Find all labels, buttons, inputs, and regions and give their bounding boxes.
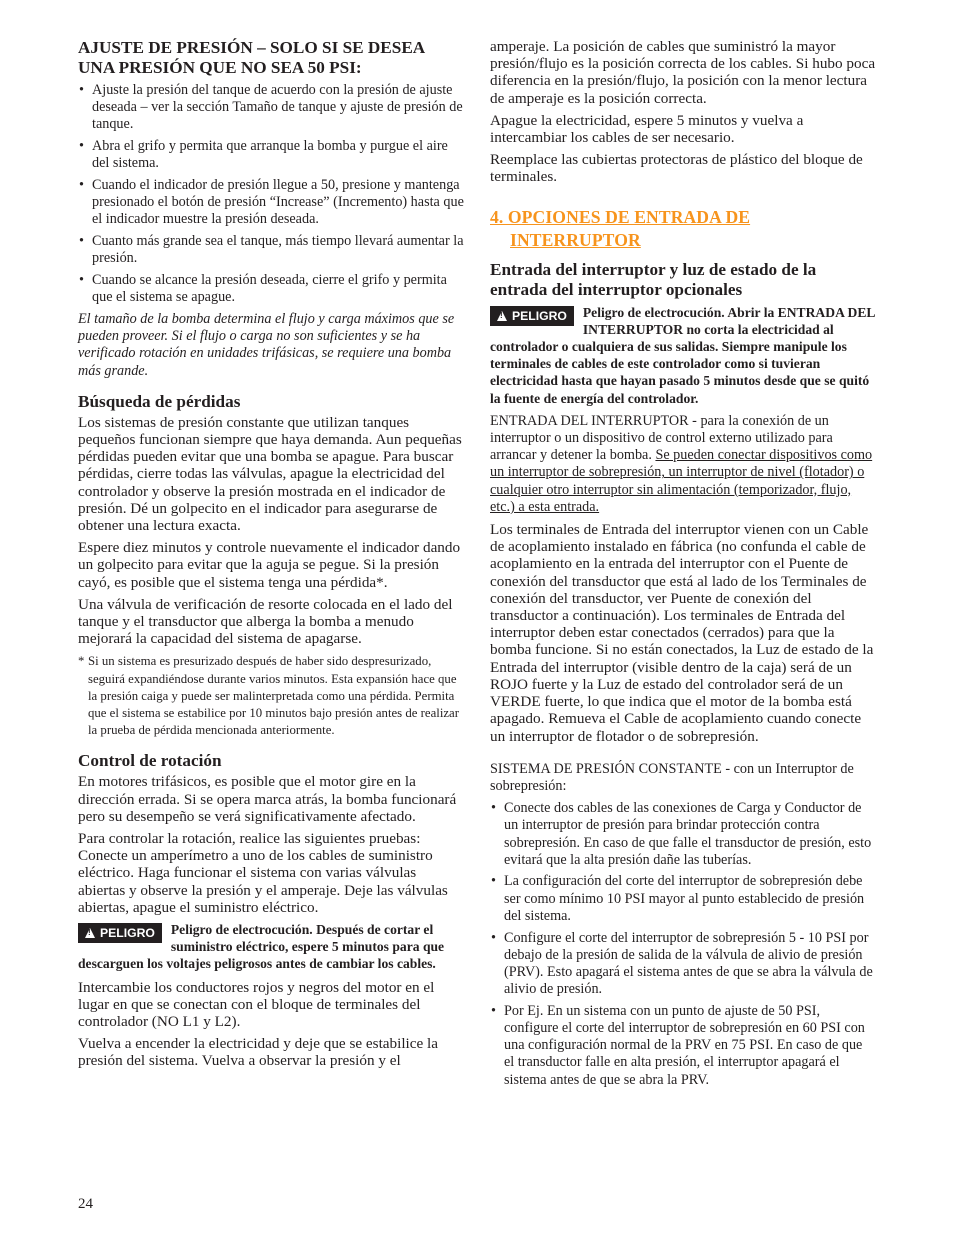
paragraph: Para controlar la rotación, realice las siguientes pruebas: Conecte un amperímetro a uno de los cables de suministro eléctrico. Haga funcionar el sistema con varias válvulas abiertas y observe la presión y el amperaje. Deje las válvulas abiertas, apague el suministro eléctrico.: [78, 830, 448, 916]
paragraph: Los sistemas de presión constante que utilizan tanques pequeños funcionan siempre que haya demanda. Aun pequeñas pérdidas pueden evitar que una bomba se apague. Para buscar pérdidas, cierre todas las válvulas, apague la electricidad del controlador y observe la presión mostrada en el indicador de presión. Dé un golpecito en el indicador para asegurarse de obtener una lectura exacta.: [78, 413, 462, 534]
list-item: • Conecte dos cables de las conexiones de Carga y Conductor de un interruptor de presión para brindar protección contra sobrepresión. En caso de que falle el transductor de presión, esto evitará que la alta presión dañe las tuberías.: [491, 800, 872, 868]
heading-pressure-adjust: AJUSTE DE PRESIÓN – SOLO SI SE DESEA UNA PRESIÓN QUE NO SEA 50 PSI:: [78, 38, 425, 77]
paragraph: Apague la electricidad, espere 5 minutos y vuelva a intercambiar los cables de ser necesario.: [490, 111, 804, 147]
constant-pressure-label: SISTEMA DE PRESIÓN CONSTANTE: [490, 760, 722, 777]
danger-text: Peligro de electrocución. Después de cortar el suministro eléctrico, espere 5 minutos para que descarguen los voltajes peligrosos antes de cambiar los cables.: [78, 922, 445, 972]
list-item: • Cuando se alcance la presión deseada, cierre el grifo y permita que el sistema se apague.: [79, 272, 447, 306]
list-item: • Cuanto más grande sea el tanque, más tiempo llevará aumentar la presión.: [79, 233, 464, 267]
danger-warning: [78, 921, 464, 973]
paragraph: Una válvula de verificación de resorte colocada en el lado del tanque y el transductor que alberga la bomba a menudo mejorará la capacidad del sistema de apagarse.: [78, 595, 453, 648]
paragraph: amperaje. La posición de cables que suministró la mayor presión/flujo es la posición correcta de los cables. Si hubo poca diferencia en la presión/flujo, la posición con la menor lectura de amperaje es la posición correcta.: [490, 38, 876, 107]
list-item: • La configuración del corte del interruptor de sobrepresión debe ser como mínimo 10 PSI mayor al punto establecido de presión del sistema.: [491, 873, 865, 924]
pressure-steps-list: [78, 82, 464, 306]
list-item: • Por Ej. En un sistema con un punto de ajuste de 50 PSI, configure el corte del interruptor de sobrepresión en 60 PSI con una configuración normal de la PRV en 75 PSI. En caso de que el transductor falle en alta presión, el interruptor apagará el sistema antes de que se abra la PRV.: [491, 1002, 865, 1088]
list-item: • Ajuste la presión del tanque de acuerdo con la presión de ajuste deseada – ver la sección Tamaño de tanque y ajuste de presión de tanque.: [79, 82, 463, 133]
section-heading-switch-input: 4. OPCIONES DE ENTRADA DE INTERRUPTOR: [490, 206, 751, 250]
paragraph: ENTRADA DEL INTERRUPTOR - para la conexión de un interruptor o un dispositivo de control externo utilizado para arrancar y detener la bomba. Se pueden conectar dispositivos como un interruptor de sobrepresión, un interruptor de nivel (flotador) o cualquier otro interruptor sin alimentación (temporizador, flujo, etc.) a esta entrada.: [490, 412, 873, 515]
paragraph: Intercambie los conductores rojos y negros del motor en el lugar en que se conectan con el bloque de terminales del controlador (NO L1 y L2).: [78, 978, 435, 1031]
footnote-marker: *: [78, 654, 85, 669]
paragraph: En motores trifásicos, es posible que el motor gire en la dirección errada. Si se opera marca atrás, la bomba funcionará pero su desempeño se verá significativamente afectado.: [78, 773, 457, 825]
switch-devices-text: Se pueden conectar dispositivos como un interruptor de sobrepresión, un interruptor de nivel (flotador) o cualquier otro interruptor sin alimentación (temporizador, flujo, etc.) a esta entrada.: [490, 447, 873, 515]
paragraph: Reemplace las cubiertas protectoras de plástico del bloque de terminales.: [490, 151, 863, 186]
warning-triangle-icon: [85, 928, 95, 938]
danger-warning: [490, 304, 876, 407]
warning-triangle-icon: [497, 311, 507, 321]
left-column: [78, 38, 464, 1075]
page-number: 24: [78, 1196, 93, 1212]
list-item: • Cuando el indicador de presión llegue a 50, presione y mantenga presionado el botón de presión “Increase” (Incremento) hasta que el indicador muestre la presión deseada.: [79, 177, 464, 228]
paragraph: Vuelva a encender la electricidad y deje que se estabilice la presión del sistema. Vuelva a observar la presión y el: [78, 1035, 439, 1070]
heading-rotation-check: Control de rotación: [78, 751, 222, 771]
heading-leak-search: Búsqueda de pérdidas: [78, 391, 241, 411]
switch-input-label: ENTRADA DEL INTERRUPTOR: [490, 412, 689, 429]
paragraph: Espere diez minutos y controle nuevamente el indicador dando un golpecito para evitar que la aguja se pegue. Si la presión cayó, es posible que el sistema tenga una pérdida*.: [78, 539, 461, 591]
paragraph: Los terminales de Entrada del interruptor vienen con un Cable de acoplamiento instalado en fábrica (no confunda el cable de acoplamiento en la entrada del interruptor con el Puente de conexión del transductor que está al lado de los Terminales de conexión del transductor, ver Puente de conexión del transductor a continuación). Los terminales de Entrada del interruptor deben estar conectados (cerrados) para que la bomba funcione. Si no están conectados, la Luz de estado de la Entrada del interruptor (visible dentro de la caja) será de un ROJO fuerte y la Luz de estado del controlador será de un VERDE fuerte, lo que indica que el motor de la bomba está apagado. Remueva el Cable de acoplamiento cuando conecte un interruptor de flotador o de sobrepresión.: [490, 521, 874, 745]
paragraph: SISTEMA DE PRESIÓN CONSTANTE - con un Interruptor de sobrepresión:: [490, 760, 854, 794]
danger-badge: !PELIGRO: [490, 306, 574, 326]
danger-text: Peligro de electrocución. Abrir la ENTRADA DEL INTERRUPTOR no corta la electricidad al controlador o cualquiera de sus salidas. Siempre manipule los terminales de cables de este controlador como si tuvieran electricidad hasta que hayan pasado 5 minutos desde que se quitó la fuente de energía del controlador.: [490, 304, 875, 406]
list-item: • Configure el corte del interruptor de sobrepresión 5 - 10 PSI por debajo de la presión de salida de la válvula de alivio de presión (PRV). Esto apagará el sistema antes de que se abra la válvula de alivio de presión.: [491, 929, 873, 998]
danger-badge: !PELIGRO: [78, 923, 162, 943]
right-column: [490, 38, 876, 1093]
subheading-switch-input: Entrada del interruptor y luz de estado de la entrada del interruptor opcionales: [490, 259, 817, 299]
footnote: * Si un sistema es presurizado después de haber sido despresurizado, seguirá expandiéndose durante varios minutos. Esta expansión hace que la presión caiga y puede ser malinterpretada como una pérdida. Permita que el sistema se estabilice por 10 minutos bajo presión antes de realizar la prueba de pérdida mencionada anteriormente.: [78, 654, 459, 738]
overpressure-list: [490, 800, 876, 1089]
list-item: • Abra el grifo y permita que arranque la bomba y purgue el aire del sistema.: [79, 138, 448, 172]
pump-size-note: El tamaño de la bomba determina el flujo y carga máximos que se pueden proveer. Si el flujo o carga no son suficientes y se ha verificado rotación en unidades trifásicas, se requiere una bomba más grande.: [78, 310, 455, 379]
